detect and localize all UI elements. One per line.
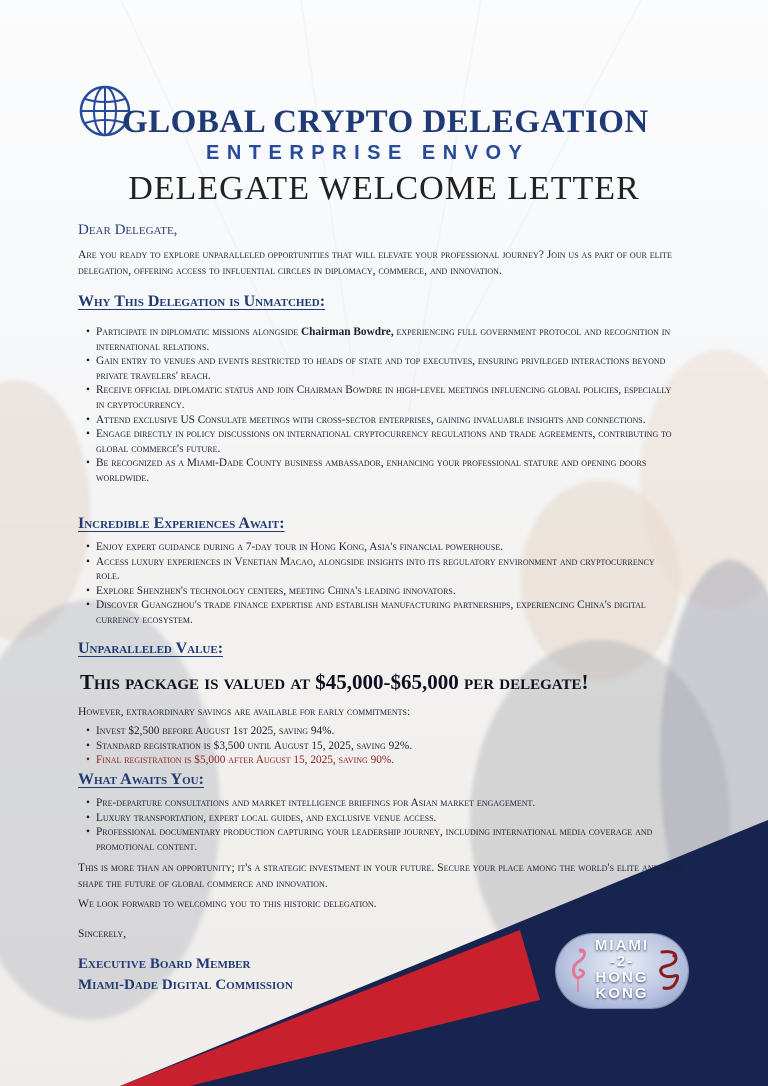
list-item: • Luxury transportation, expert local guides, and exclusive venue access. bbox=[80, 811, 680, 826]
section-heading-experiences: Incredible Experiences Await: bbox=[78, 515, 285, 532]
badge-line-2: -2- bbox=[609, 953, 635, 970]
pricing-list bbox=[80, 724, 680, 768]
list-item: • Discover Guangzhou's trade finance expertise and establish manufacturing partnerships, experiencing China's digital currency ecosystem. bbox=[80, 598, 680, 627]
signoff: Sincerely, bbox=[78, 927, 127, 940]
section-heading-unmatched: Why This Delegation is Unmatched: bbox=[78, 293, 326, 310]
closing-paragraph: This is more than an opportunity; it's a strategic investment in your future. Secure your place among the world's elite and help shape the future of global commerce and innovation. bbox=[78, 861, 683, 890]
list-item: • Pre-departure consultations and market intelligence briefings for Asian market engagement. bbox=[80, 796, 680, 811]
list-item: • Receive official diplomatic status and join Chairman Bowdre in high-level meetings influencing global policies, especially in cryptocurrency. bbox=[80, 383, 680, 412]
experiences-list bbox=[80, 540, 680, 628]
unmatched-list bbox=[80, 325, 680, 486]
miami-2-hong-kong-badge bbox=[556, 934, 688, 1008]
list-item: • Final registration is $5,000 after August 15, 2025, saving 90%. bbox=[80, 753, 680, 768]
list-item: • Explore Shenzhen's technology centers, meeting China's leading innovators. bbox=[80, 584, 680, 599]
list-item: • Gain entry to venues and events restricted to heads of state and top executives, ensuring privileged interactions beyond private travelers' reach. bbox=[80, 354, 680, 383]
document-title: DELEGATE WELCOME LETTER bbox=[128, 170, 640, 207]
chairman-name: Chairman Bowdre, bbox=[300, 326, 394, 338]
list-item: • Invest $2,500 before August 1st 2025, saving 94%. bbox=[80, 724, 680, 739]
brand-title: GLOBAL CRYPTO DELEGATION bbox=[122, 104, 649, 140]
section-heading-value: Unparalleled Value: bbox=[78, 640, 224, 657]
list-item: • Standard registration is $3,500 until August 15, 2025, saving 92%. bbox=[80, 739, 680, 754]
intro-paragraph: Are you ready to explore unparalleled opportunities that will elevate your professional journey? Join us as part of our elite delegation, offering access to influential circles in diplomacy, commerce, and innovation. bbox=[78, 248, 672, 277]
list-item: • Be recognized as a Miami-Dade County business ambassador, enhancing your professional stature and opening doors worldwide. bbox=[80, 456, 680, 485]
list-item: • Professional documentary production capturing your leadership journey, including international media coverage and promotional content. bbox=[80, 825, 680, 854]
badge-line-4: KONG bbox=[595, 985, 649, 1002]
signature-organization: Miami-Dade Digital Commission bbox=[78, 977, 293, 993]
list-item: • Attend exclusive US Consulate meetings with cross-sector enterprises, gaining invaluable insights and connections. bbox=[80, 413, 680, 428]
savings-note: However, extraordinary savings are available for early commitments: bbox=[78, 705, 411, 718]
greeting: Dear Delegate, bbox=[78, 222, 178, 238]
awaits-list bbox=[80, 796, 680, 854]
badge-line-1: MIAMI bbox=[594, 937, 650, 954]
list-item: • Enjoy expert guidance during a 7-day tour in Hong Kong, Asia's financial powerhouse. bbox=[80, 540, 680, 555]
list-item: • Participate in diplomatic missions alongside Chairman Bowdre, experiencing full government protocol and recognition in international relations. bbox=[80, 325, 680, 354]
closing-line: We look forward to welcoming you to this historic delegation. bbox=[78, 897, 377, 910]
signature-title: Executive Board Member bbox=[78, 956, 251, 972]
value-statement: This package is valued at $45,000-$65,000 per delegate! bbox=[80, 670, 589, 694]
list-item: • Engage directly in policy discussions on international cryptocurrency regulations and trade agreements, contributing to global commerce's future. bbox=[80, 427, 680, 456]
section-heading-awaits: What Awaits You: bbox=[78, 771, 204, 788]
badge-line-3: HONG bbox=[595, 969, 649, 986]
brand-logo bbox=[78, 84, 678, 164]
list-item: • Access luxury experiences in Venetian Macao, alongside insights into its regulatory environment and cryptocurrency role. bbox=[80, 555, 680, 584]
brand-subtitle: ENTERPRISE ENVOY bbox=[206, 142, 530, 164]
